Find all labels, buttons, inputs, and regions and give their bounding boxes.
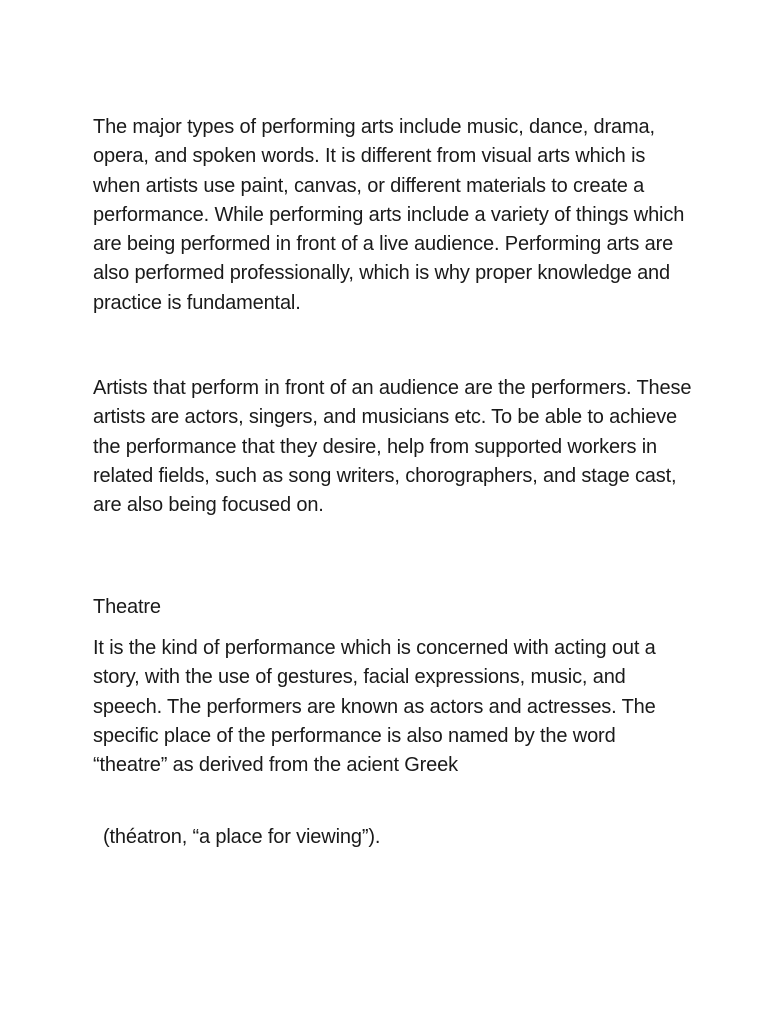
performers-paragraph: Artists that perform in front of an audience are the performers. These artists are actors, singers, and musicians etc. To be able to achieve the performance that they desire, help from supported workers in related fields, such as song writers, chorographers, and stage cast, are also being focused on. (93, 377, 692, 517)
section-heading-theatre: Theatre (93, 596, 161, 618)
etymology-note: (théatron, “a place for viewing”). (103, 826, 381, 848)
intro-paragraph: The major types of performing arts include music, dance, drama, opera, and spoken words. It is different from visual arts which is when artists use paint, canvas, or different materials to create a performance. While performing arts include a variety of things which are being performed in front of a live audience. Performing arts are also performed professionally, which is why proper knowledge and practice is fundamental. (93, 116, 685, 314)
theatre-paragraph: It is the kind of performance which is concerned with acting out a story, with the use of gestures, facial expressions, music, and speech. The performers are known as actors and actresses. The specific place of the performance is also named by the word “theatre” as derived from the acient Greek (93, 637, 656, 777)
